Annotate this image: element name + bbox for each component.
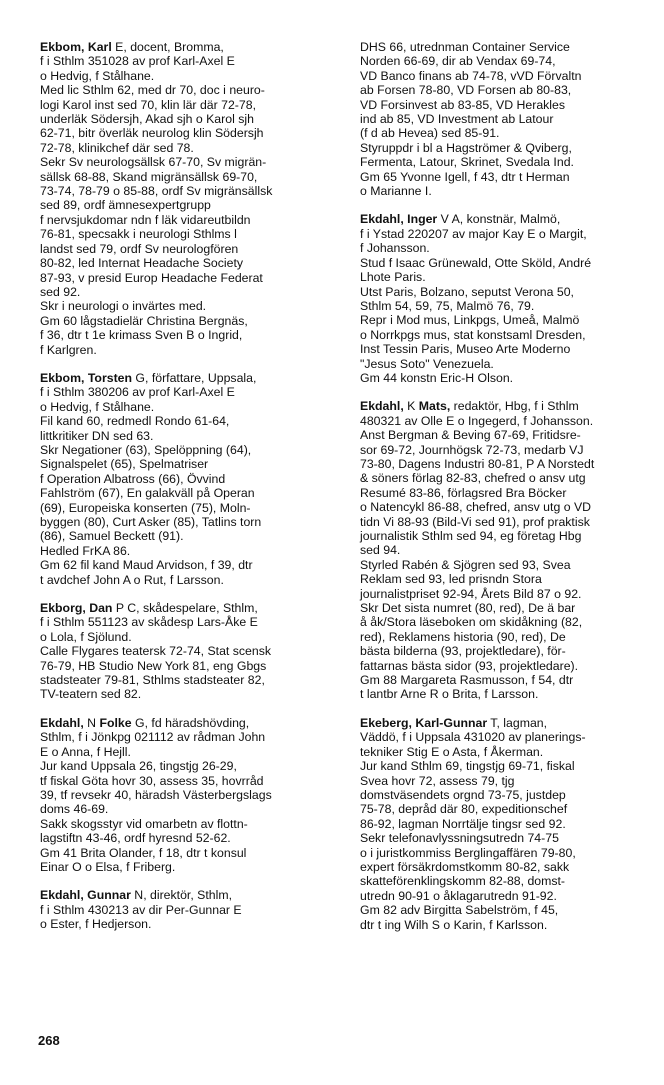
entry-line: Skr Det sista numret (80, red), De ä bar xyxy=(360,601,576,616)
entry-line: Väddö, f i Uppsala 431020 av planerings- xyxy=(360,730,586,745)
entry-line: 76-81, specsakk i neurologi Sthlms l xyxy=(40,227,237,242)
entry-line: Reklam sed 93, led prisndn Stora xyxy=(360,572,542,587)
entry-line: o Lola, f Sjölund. xyxy=(40,629,132,644)
entry-continuation xyxy=(360,40,656,198)
entry-line: Skr Negationer (63), Spelöppning (64), xyxy=(40,442,252,457)
entry-line: Anst Bergman & Beving 67-69, Fritidsre- xyxy=(360,428,581,443)
entry-line: DHS 66, utrednman Container Service xyxy=(360,40,570,54)
entry-line: f 36, dtr t 1e krimass Sven B o Ingrid, xyxy=(40,328,243,343)
entry-line: Sekr telefonavlyssningsutredn 74-75 xyxy=(360,831,559,846)
entry-line: Norden 66-69, dir ab Vendax 69-74, xyxy=(360,54,556,69)
entry-line: f Johansson. xyxy=(360,241,430,256)
entry-name-given: Mats, xyxy=(418,399,451,414)
entry-line: tidn Vi 88-93 (Bild-Vi sed 91), prof praktisk xyxy=(360,514,590,529)
entry-line: (86), Samuel Beckett (91). xyxy=(40,529,184,544)
entry-line: o Norrkpgs mus, stat konstsaml Dresden, xyxy=(360,327,586,342)
entry-line: Gm 82 adv Birgitta Sabelström, f 45, xyxy=(360,903,559,918)
entry-line: Calle Flygares teatersk 72-74, Stat scensk xyxy=(40,644,272,659)
entry-first-line xyxy=(40,716,340,730)
entry-text: P C, skådespelare, Sthlm, xyxy=(112,601,258,616)
entry-name-given: Folke xyxy=(99,715,132,730)
entry-line: TV-teatern sed 82. xyxy=(40,687,142,702)
entry-first-line xyxy=(40,888,340,902)
entry-line: Einar O o Elsa, f Friberg. xyxy=(40,859,176,874)
entry-line: lagstiftn 43-46, ordf hyresnd 52-62. xyxy=(40,831,231,846)
entry-line: å åk/Stora läseboken om skidåkning (82, xyxy=(360,615,583,630)
page-number: 268 xyxy=(38,1033,60,1048)
entry-line: t avdchef John A o Rut, f Larsson. xyxy=(40,572,224,587)
entry-name: Ekdahl, xyxy=(360,399,404,414)
entry-line: Lhote Paris. xyxy=(360,270,426,285)
entry-line: journalistpriset 92-94, Årets Bild 87 o 92. xyxy=(360,586,582,601)
entry-line: sed 89, ordf ämnesexpertgrupp xyxy=(40,198,211,213)
entry-line: Sekr Sv neurologsällsk 67-70, Sv migrän- xyxy=(40,155,267,170)
entry-line: sed 94. xyxy=(360,543,401,558)
entry-line: Gm 44 konstn Eric-H Olson. xyxy=(360,370,514,385)
entry-line: "Jesus Soto" Venezuela. xyxy=(360,356,494,371)
entry-line: Gm 88 Margareta Rasmusson, f 54, dtr xyxy=(360,673,574,688)
entry-name: Ekdahl, xyxy=(40,715,84,730)
entry-line: 73-80, Dagens Industri 80-81, P A Norstedt xyxy=(360,456,595,471)
entry-line: VD Banco finans ab 74-78, vVD Förvaltn xyxy=(360,68,582,83)
entry-line: 87-93, v presid Europ Headache Federat xyxy=(40,270,263,285)
entry-line: landst sed 79, ordf Sv neurologfören xyxy=(40,241,239,256)
entry-ekdahl-folke xyxy=(40,716,340,874)
entry-line: Styruppdr i bl a Hagströmer & Qviberg, xyxy=(360,140,572,155)
entry-ekbom-torsten xyxy=(40,371,340,587)
entry-line: red), Reklamens historia (90, red), De xyxy=(360,629,566,644)
entry-line: tekniker Stig E o Asta, f Åkerman. xyxy=(360,744,544,759)
entry-line: o Hedvig, f Stålhane. xyxy=(40,399,155,414)
entry-line: VD Forsinvest ab 83-85, VD Herakles xyxy=(360,97,566,112)
entry-line: Sthlm, f i Jönkpg 021112 av rådman John xyxy=(40,730,266,745)
entry-line: t lantbr Arne R o Brita, f Larsson. xyxy=(360,687,539,702)
entry-line: (f d ab Hevea) sed 85-91. xyxy=(360,126,500,141)
entry-text: E, docent, Bromma, xyxy=(111,40,224,54)
entry-line: f Operation Albatross (66), Övvind xyxy=(40,471,226,486)
entry-line: Signalspelet (65), Spelmatriser xyxy=(40,457,209,472)
entry-line: Stud f Isaac Grünewald, Otte Sköld, André xyxy=(360,255,592,270)
entry-line: Utst Paris, Bolzano, seputst Verona 50, xyxy=(360,284,574,299)
entry-line: f i Sthlm 430213 av dir Per-Gunnar E xyxy=(40,902,242,917)
entry-line: logi Karol inst sed 70, klin lär där 72-78, xyxy=(40,97,256,112)
entry-name: Ekbom, Karl xyxy=(40,40,112,54)
entry-line: sällsk 68-88, Skand migränsällsk 69-70, xyxy=(40,169,258,184)
entry-name: Ekbom, Torsten xyxy=(40,370,133,385)
entry-line: Med lic Sthlm 62, med dr 70, doc i neuro- xyxy=(40,83,265,98)
entry-ekbom-karl xyxy=(40,40,340,357)
entry-line: skatteförenklingskomm 82-88, domst- xyxy=(360,874,566,889)
entry-line: 73-74, 78-79 o 85-88, ordf Sv migränsällsk xyxy=(40,184,273,199)
entry-first-line xyxy=(40,40,340,54)
entry-first-line xyxy=(360,399,656,413)
entry-line: f i Sthlm 551123 av skådesp Lars-Åke E xyxy=(40,615,258,630)
entry-line: & söners förlag 82-83, chefred o ansv utg xyxy=(360,471,586,486)
entry-line: f i Sthlm 351028 av prof Karl-Axel E xyxy=(40,54,235,69)
entry-first-line xyxy=(360,716,656,730)
entry-line: 76-79, HB Studio New York 81, eng Gbgs xyxy=(40,658,267,673)
entry-text: V A, konstnär, Malmö, xyxy=(437,212,561,227)
entry-line: 39, tf revsekr 40, häradsh Västerbergslags xyxy=(40,787,272,802)
entry-line: Sthlm 54, 59, 75, Malmö 76, 79. xyxy=(360,298,535,313)
entry-line: (69), Europeiska konserten (75), Moln- xyxy=(40,500,251,515)
left-column xyxy=(40,40,340,946)
entry-line: 80-82, led Internat Headache Society xyxy=(40,256,244,271)
entry-line: Jur kand Uppsala 26, tingstjg 26-29, xyxy=(40,759,237,774)
entry-name: Ekdahl, Inger xyxy=(360,212,438,227)
entry-text: G, fd häradshövding, xyxy=(131,715,250,730)
entry-line: Fahlström (67), En galakväll på Operan xyxy=(40,486,255,501)
entry-line: utredn 90-91 o åklagarutredn 91-92. xyxy=(360,888,557,903)
entry-line: sor 69-72, Journhögsk 72-73, medarb VJ xyxy=(360,442,584,457)
entry-line: expert försäkrdomstkomm 80-82, sakk xyxy=(360,859,570,874)
entry-line: f i Sthlm 380206 av prof Karl-Axel E xyxy=(40,385,235,400)
entry-line: tf fiskal Göta hovr 30, assess 35, hovrråd xyxy=(40,773,264,788)
entry-line: Fermenta, Latour, Skrinet, Svedala Ind. xyxy=(360,155,574,170)
entry-line: Skr i neurologi o invärtes med. xyxy=(40,299,207,314)
entry-name: Ekborg, Dan xyxy=(40,601,113,616)
entry-line: Jur kand Sthlm 69, tingstjg 69-71, fiskal xyxy=(360,759,575,774)
entry-line: Inst Tessin Paris, Museo Arte Moderno xyxy=(360,342,571,357)
entry-line: Gm 60 lågstadielär Christina Bergnäs, xyxy=(40,313,248,328)
entry-line: Styrled Rabén & Sjögren sed 93, Svea xyxy=(360,557,571,572)
entry-line: E o Anna, f Hejll. xyxy=(40,744,131,759)
entry-line: 86-92, lagman Norrtälje tingsr sed 92. xyxy=(360,816,566,831)
entry-line: littkritiker DN sed 63. xyxy=(40,428,154,443)
entry-line: 62-71, bitr överläk neurolog klin Södersjh xyxy=(40,126,264,141)
entry-line: dtr t ing Wilh S o Karin, f Karlsson. xyxy=(360,917,548,932)
entry-line: Gm 62 fil kand Maud Arvidson, f 39, dtr xyxy=(40,558,253,573)
entry-line: f nervsjukdomar ndn f läk vidareutbildn xyxy=(40,212,251,227)
entry-ekdahl-mats xyxy=(360,399,656,702)
entry-text: G, författare, Uppsala, xyxy=(132,370,257,385)
entry-name: Ekeberg, Karl-Gunnar xyxy=(360,715,488,730)
entry-ekdahl-inger xyxy=(360,212,656,385)
entry-line: byggen (80), Curt Asker (85), Tatlins torn xyxy=(40,515,262,529)
entry-line: sed 92. xyxy=(40,284,81,299)
entry-line: o Natencykl 86-88, chefred, ansv utg o VD xyxy=(360,500,592,515)
entry-text: redaktör, Hbg, f i Sthlm xyxy=(450,399,579,414)
entry-line: ind ab 85, VD Investment ab Latour xyxy=(360,112,554,127)
entry-ekdahl-gunnar xyxy=(40,888,340,931)
entry-line: o i juristkommiss Berglingaffären 79-80, xyxy=(360,845,576,860)
entry-line: Sakk skogsstyr vid omarbetn av flottn- xyxy=(40,816,248,831)
entry-ekeberg-karl-gunnar xyxy=(360,716,656,932)
entry-line: stadsteater 79-81, Sthlms stadsteater 82, xyxy=(40,673,265,688)
entry-line: Hedled FrKA 86. xyxy=(40,543,131,558)
entry-line: 72-78, klinikchef där sed 78. xyxy=(40,140,194,155)
entry-line: Gm 41 Brita Olander, f 18, dtr t konsul xyxy=(40,845,247,860)
entry-line: ab Forsen 78-80, VD Forsen ab 80-83, xyxy=(360,83,572,98)
entry-line: o Marianne I. xyxy=(360,184,432,199)
entry-line: doms 46-69. xyxy=(40,802,109,817)
entry-line: bästa bilderna (93, projektledare), för- xyxy=(360,644,566,659)
entry-line: Gm 65 Yvonne Igell, f 43, dtr t Herman xyxy=(360,169,570,184)
entry-text: K xyxy=(403,399,419,414)
entry-text: N, direktör, Sthlm, xyxy=(130,888,233,903)
entry-line: Fil kand 60, redmedl Rondo 61-64, xyxy=(40,414,230,429)
right-column xyxy=(360,40,656,946)
entry-ekborg-dan xyxy=(40,601,340,702)
entry-line: o Hedvig, f Stålhane. xyxy=(40,68,155,83)
entry-line: domstväsendets orgnd 73-75, justdep xyxy=(360,787,566,802)
entry-line: Repr i Mod mus, Linkpgs, Umeå, Malmö xyxy=(360,313,580,328)
entry-first-line xyxy=(40,371,340,385)
entry-first-line xyxy=(360,212,656,226)
entry-line: f i Ystad 220207 av major Kay E o Margit, xyxy=(360,226,587,241)
entry-line: Resumé 83-86, förlagsred Bra Böcker xyxy=(360,485,567,500)
entry-line: 480321 av Olle E o Ingegerd, f Johansson. xyxy=(360,413,594,428)
entry-line: o Ester, f Hedjerson. xyxy=(40,917,152,932)
entry-line: Svea hovr 72, assess 79, tjg xyxy=(360,773,515,788)
entry-text: N xyxy=(83,715,100,730)
entry-text: T, lagman, xyxy=(487,715,548,730)
entry-line: fattarnas bästa sidor (93, projektledare). xyxy=(360,658,579,673)
entry-line: 75-78, depråd där 80, expeditionschef xyxy=(360,802,568,817)
entry-line: underläk Södersjh, Akad sjh o Karol sjh xyxy=(40,112,254,127)
entry-first-line xyxy=(40,601,340,615)
entry-name: Ekdahl, Gunnar xyxy=(40,888,131,903)
entry-line: f Karlgren. xyxy=(40,342,97,357)
entry-line: journalistik Sthlm sed 94, eg företag Hbg xyxy=(360,529,582,543)
